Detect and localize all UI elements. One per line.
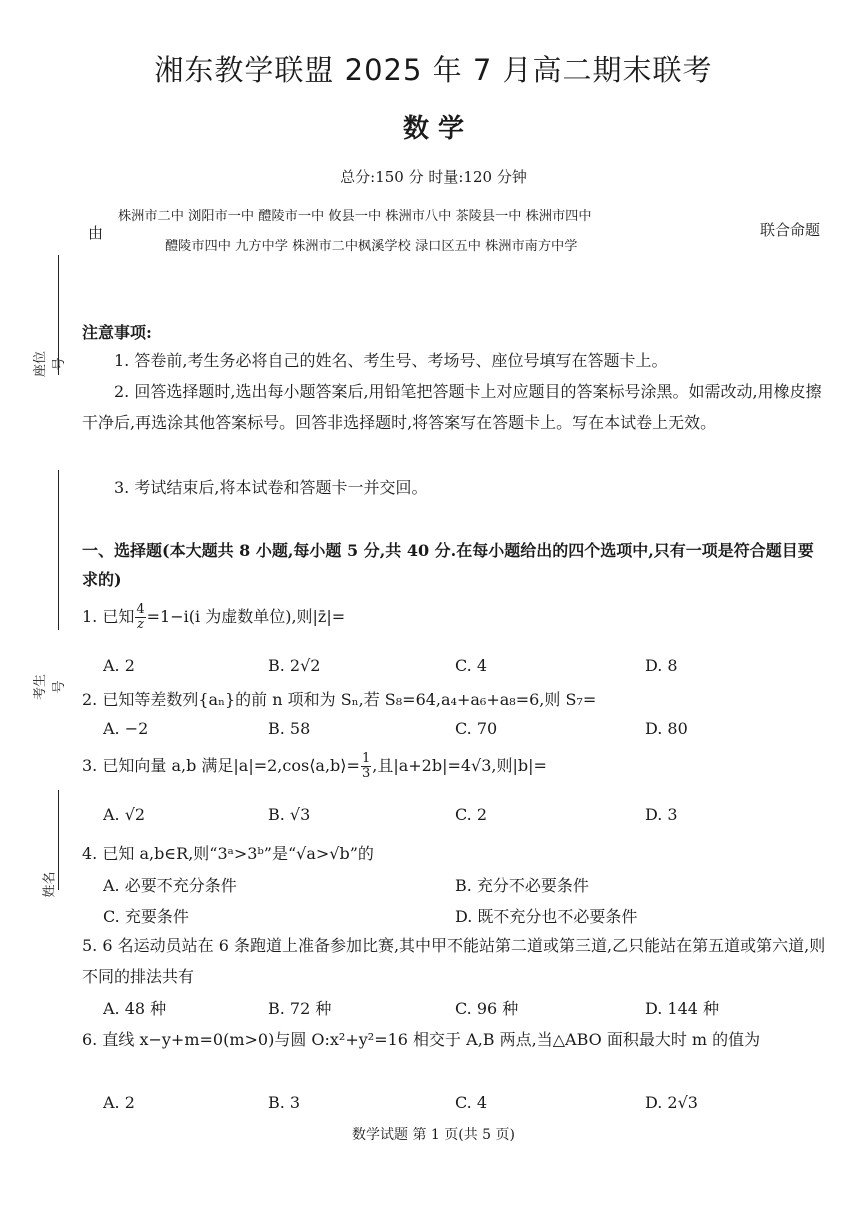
- q1-numerator: 4: [136, 602, 145, 617]
- q1-stem-a: 1. 已知: [82, 607, 135, 626]
- q3-denominator: 3: [361, 766, 371, 781]
- q4-option-c: C. 充要条件: [103, 907, 189, 926]
- q3-option-b: B. √3: [268, 805, 311, 824]
- q1-option-b: B. 2√2: [268, 656, 321, 675]
- name-label: 姓名: [42, 871, 58, 898]
- q5-option-b: B. 72 种: [268, 999, 332, 1018]
- q4-option-d: D. 既不充分也不必要条件: [455, 907, 638, 926]
- q1-denominator: z: [137, 617, 144, 632]
- q1-option-c: C. 4: [455, 656, 488, 675]
- q1-stem-b: =1−i(i 为虚数单位),则|z̄|=: [146, 607, 346, 626]
- page-footer: 数学试题 第 1 页(共 5 页): [352, 1127, 515, 1143]
- q2-option-a: A. −2: [103, 719, 149, 738]
- q5-option-d: D. 144 种: [645, 999, 720, 1018]
- schools-line-1: 株洲市二中 浏阳市一中 醴陵市一中 攸县一中 株洲市八中 茶陵县一中 株洲市四中: [118, 209, 592, 224]
- q6-option-a: A. 2: [103, 1093, 135, 1112]
- section-1-heading: 一、选择题(本大题共 8 小题,每小题 5 分,共 40 分.在每小题给出的四个选项中,只有一项是符合题目要求的): [82, 541, 814, 589]
- question-6: 6. 直线 x−y+m=0(m>0)与圆 O:x²+y²=16 相交于 A,B 两点,当△ABO 面积最大时 m 的值为: [82, 1030, 761, 1049]
- q5-option-c: C. 96 种: [455, 999, 519, 1018]
- you-label: 由: [88, 224, 104, 242]
- question-4: 4. 已知 a,b∈R,则“3ᵃ>3ᵇ”是“√a>√b”的: [82, 844, 374, 863]
- q2-option-c: C. 70: [455, 719, 498, 738]
- q6-option-d: D. 2√3: [645, 1093, 698, 1112]
- q3-stem-b: ,且|a+2b|=4√3,则|b|=: [372, 756, 547, 775]
- note-2: 2. 回答选择题时,选出每小题答案后,用铅笔把答题卡上对应题目的答案标号涂黑。如需改动,用橡皮擦干净后,再选涂其他答案标号。回答非选择题时,将答案写在答题卡上。写在本试卷上无效。: [82, 382, 822, 432]
- name-line: [58, 790, 59, 890]
- q3-option-c: C. 2: [455, 805, 488, 824]
- q3-numerator: 1: [361, 751, 371, 766]
- schools-line-2: 醴陵市四中 九方中学 株洲市二中枫溪学校 渌口区五中 株洲市南方中学: [165, 239, 578, 254]
- notes-heading: 注意事项:: [82, 323, 152, 342]
- seat-number-label: 座位号: [33, 351, 67, 378]
- q5-option-a: A. 48 种: [103, 999, 167, 1018]
- exam-meta: 总分:150 分 时量:120 分钟: [340, 168, 527, 186]
- q2-option-b: B. 58: [268, 719, 311, 738]
- q1-option-d: D. 8: [645, 656, 678, 675]
- question-3: [82, 752, 827, 781]
- room-line: [58, 470, 59, 630]
- question-2: 2. 已知等差数列{aₙ}的前 n 项和为 Sₙ,若 S₈=64,a₄+a₆+a₈=6,则 S₇=: [82, 690, 597, 709]
- q4-option-a: A. 必要不充分条件: [103, 876, 237, 895]
- q1-fraction: [135, 603, 145, 632]
- note-1: 1. 答卷前,考生务必将自己的姓名、考生号、考场号、座位号填写在答题卡上。: [114, 351, 668, 370]
- q4-option-b: B. 充分不必要条件: [455, 876, 589, 895]
- q6-option-b: B. 3: [268, 1093, 301, 1112]
- exam-title: 湘东教学联盟 2025 年 7 月高二期末联考: [154, 53, 713, 87]
- q1-option-a: A. 2: [103, 656, 135, 675]
- question-5: 5. 6 名运动员站在 6 条跑道上准备参加比赛,其中甲不能站第二道或第三道,乙只能站在第五道或第六道,则不同的排法共有: [82, 936, 826, 986]
- q6-option-c: C. 4: [455, 1093, 488, 1112]
- q2-option-d: D. 80: [645, 719, 688, 738]
- q3-option-a: A. √2: [103, 805, 146, 824]
- joint-setting-label: 联合命题: [760, 221, 821, 239]
- q3-stem-a: 3. 已知向量 a,b 满足|a|=2,cos⟨a,b⟩=: [82, 756, 360, 775]
- subject-title: 数 学: [402, 114, 465, 144]
- question-1: [82, 603, 827, 632]
- q3-option-d: D. 3: [645, 805, 678, 824]
- exam-number-label: 考生号: [33, 674, 67, 701]
- note-3: 3. 考试结束后,将本试卷和答题卡一并交回。: [114, 478, 428, 497]
- q3-fraction: [361, 752, 371, 781]
